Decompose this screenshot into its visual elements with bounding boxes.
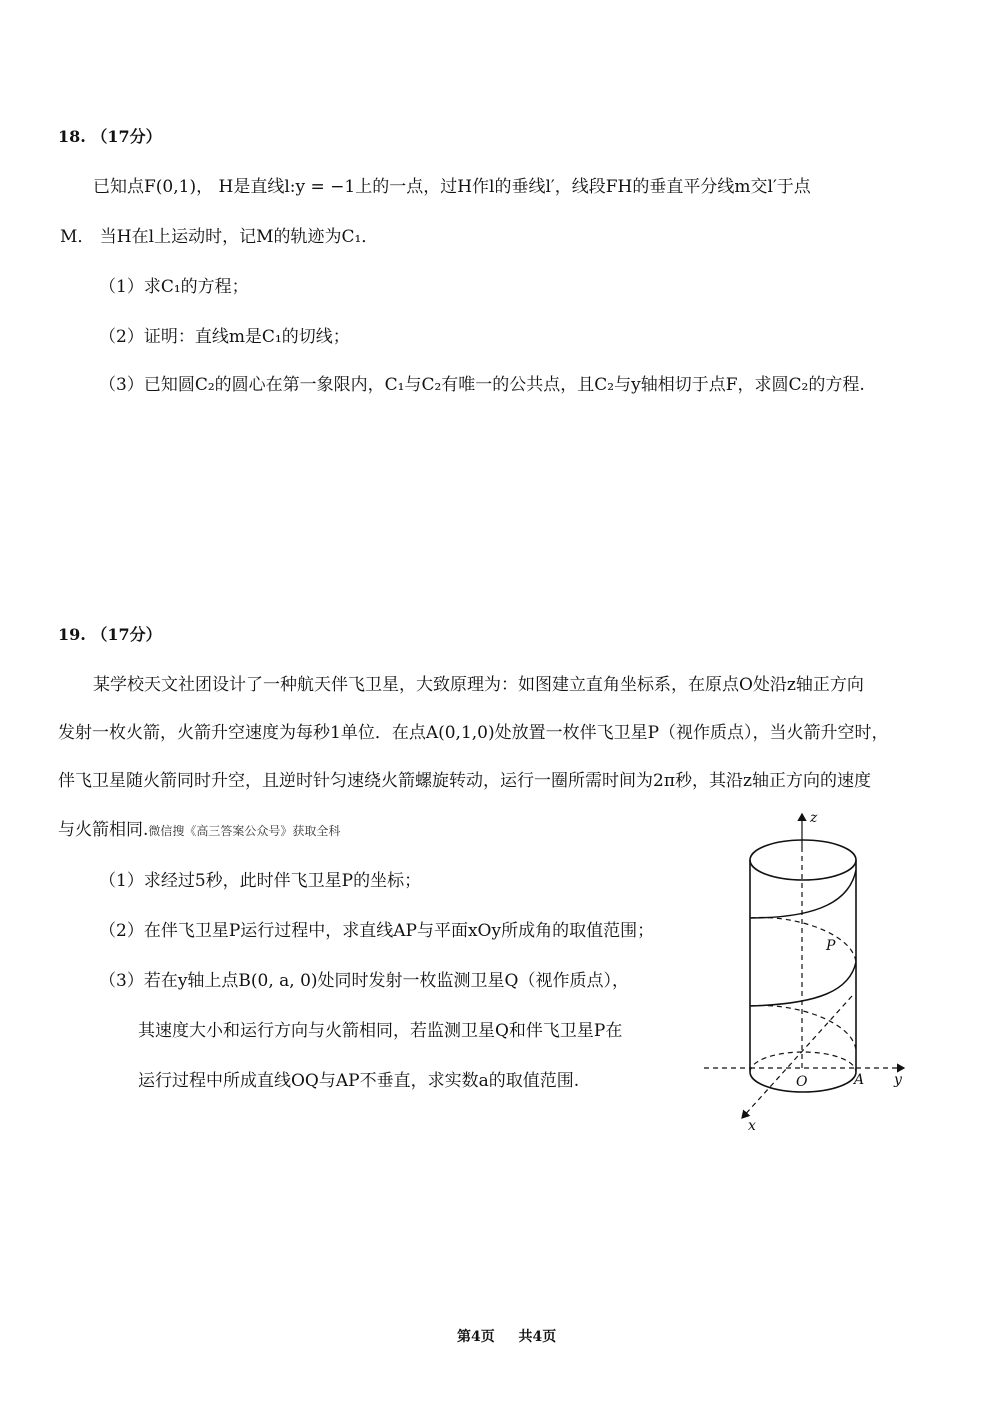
label-x: x [748,1118,756,1134]
q19-stem-line1: 某学校天文社团设计了一种航天伴飞卫星，大致原理为：如图建立直角坐标系，在原点O处沿z轴正方向 [93,675,864,695]
q18-part3: （3）已知圆C₂的圆心在第一象限内，C₁与C₂有唯一的公共点，且C₂与y轴相切于点F，求圆C₂的方程. [99,375,865,395]
label-p: P [826,938,836,954]
label-o: O [796,1074,808,1090]
q19-part3-line2: 其速度大小和运行方向与火箭相同，若监测卫星Q和伴飞卫星P在 [138,1021,623,1041]
q19-stem-line3: 伴飞卫星随火箭同时升空，且逆时针匀速绕火箭螺旋转动，运行一圈所需时间为2π秒，其沿z轴正方向的速度 [58,771,871,791]
label-y: y [894,1072,902,1088]
q18-part2: （2）证明：直线m是C₁的切线； [99,327,350,347]
helix-front-2 [750,962,856,1006]
helix-back-2 [750,1005,856,1050]
q19-part2: （2）在伴飞卫星P运行过程中，求直线AP与平面xOy所成角的取值范围； [99,921,655,941]
x-axis [742,996,852,1118]
footer-total-pages: 共4页 [518,1329,557,1345]
helix-back-1 [750,917,856,962]
q18-stem-line1: 已知点F(0,1)， H是直线l:y = −1上的一点，过H作l的垂线l′，线段FH的垂直平分线m交l′于点 [93,177,811,197]
cylinder-top [750,840,856,880]
q19-part1: （1）求经过5秒，此时伴飞卫星P的坐标； [99,871,422,891]
q19-stem-line2: 发射一枚火箭，火箭升空速度为每秒1单位．在点A(0,1,0)处放置一枚伴飞卫星P（视作质点），当火箭升空时， [58,723,889,743]
q18-part1: （1）求C₁的方程； [99,277,249,297]
q18-stem-line2: M． 当H在l上运动时，记M的轨迹为C₁． [60,227,379,247]
label-a: A [854,1072,865,1088]
cylinder-bottom-back [750,1052,856,1072]
q19-header: 19. （17分） [58,625,162,644]
label-z: z [810,810,818,826]
helix-front-1 [750,870,856,918]
notice-text: 微信搜《高三答案公众号》获取全科 [148,824,341,838]
footer-page-number: 第4页 [457,1329,495,1345]
q19-part3-line1: （3）若在y轴上点B(0, a, 0)处同时发射一枚监测卫星Q（视作质点）， [99,971,629,991]
q19-part3-line3: 运行过程中所成直线OQ与AP不垂直，求实数a的取值范围. [138,1071,580,1091]
q19-stem-line4-text: 与火箭相同. [58,820,149,840]
q18-header: 18. （17分） [58,127,162,146]
page-footer [457,1326,556,1348]
